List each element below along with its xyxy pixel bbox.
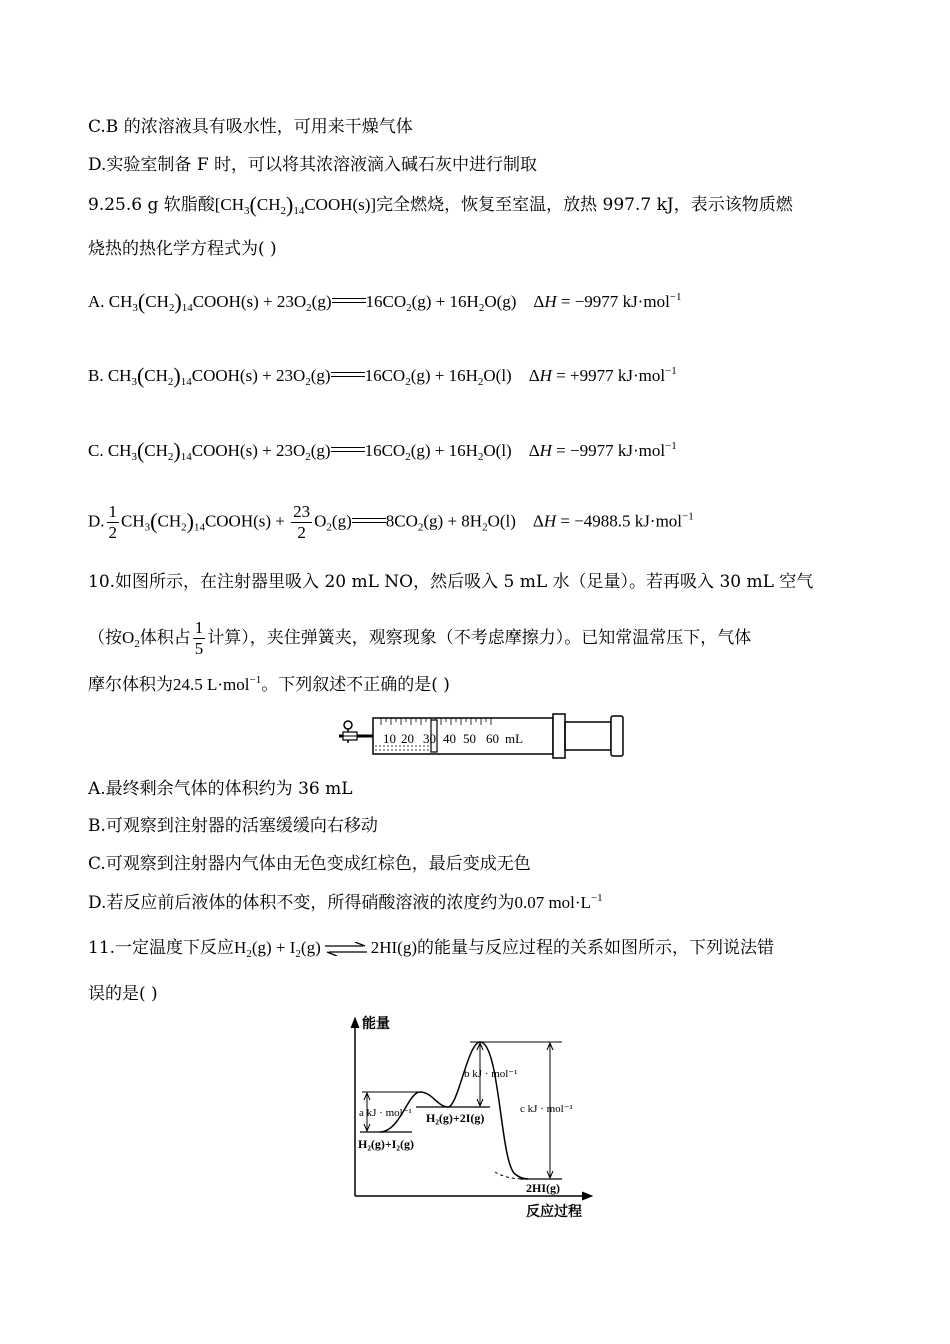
scale-label-10: 10 xyxy=(383,731,396,746)
q10-option-c: C.可观察到注射器内气体由无色变成红棕色，最后变成无色 xyxy=(88,854,531,874)
q10-molar-volume: 24.5 L·mol xyxy=(173,675,250,694)
q10-option-d: D.若反应前后液体的体积不变，所得硝酸溶液的浓度约为0.07 $mol\cdot L^{-1}$ xyxy=(88,892,603,913)
state-product: 2HI(g) xyxy=(526,1181,560,1195)
q10-option-a: A.最终剩余气体的体积约为 36 mL xyxy=(88,779,353,799)
q10-stem-line2-a: （按 xyxy=(88,628,122,648)
q10-option-d-text: D.若反应前后液体的体积不变，所得硝酸溶液的浓度约为 xyxy=(88,893,515,913)
q11-stem: 11.一定温度下反应$H_2(g) + I_2(g)$ 2HI(g)的能量与反应过程的关系如图所示，下列说法错 xyxy=(88,938,774,960)
label-a: a kJ · mol⁻¹ xyxy=(359,1107,412,1119)
x-axis-label: 反应过程 xyxy=(526,1205,582,1220)
scale-label-20: 20 xyxy=(401,731,414,746)
q9-dh-d: −4988.5 xyxy=(574,511,631,531)
scale-label-40: 40 xyxy=(443,731,456,746)
q8-option-c: C.B 的浓溶液具有吸水性，可用来干燥气体 xyxy=(88,117,413,137)
q10-stem-line3-a: 摩尔体积为 xyxy=(88,675,173,695)
state-intermediate: H₂(g)+2I(g) xyxy=(426,1111,485,1125)
label-b: b kJ · mol⁻¹ xyxy=(464,1068,518,1080)
scale-label-30: 30 xyxy=(423,731,436,746)
syringe-figure xyxy=(335,712,627,760)
q9-option-a: A. $CH_3(CH_2)_{14}COOH(s) + 23O_2(g) 16CO_2(g) + 16H_2O(g)$ ΔH = −9977 kJ·mol$^{-1}$ xyxy=(88,289,682,314)
q9-dh-a: −9977 xyxy=(574,292,619,311)
q10-stem-line2: （按$O_2$体积占 $\frac{1}{5}$ 计算），夹住弹簧夹，观察现象（不考虑摩擦力）。已知常温常压下，气体 xyxy=(88,618,752,658)
q9-stem-line2: 烧热的热化学方程式为( ) xyxy=(88,239,277,259)
q10-stem-line2-c: 计算），夹住弹簧夹，观察现象（不考虑摩擦力）。已知常温常压下，气体 xyxy=(207,628,752,648)
q11-stem-line2: 误的是( ) xyxy=(88,984,158,1004)
q9-stem-end: 完全燃烧，恢复至室温，放热 997.7 kJ，表示该物质燃 xyxy=(376,195,793,215)
q10-stem-line3-b: 。下列叙述不正确的是( ) xyxy=(261,675,450,695)
energy-diagram xyxy=(340,1012,610,1224)
scale-label-50: 50 xyxy=(463,731,476,746)
state-reactants: H₂(g)+I₂(g) xyxy=(358,1137,415,1151)
label-c: c kJ · mol⁻¹ xyxy=(520,1103,573,1115)
q10-stem-line1: 10.如图所示，在注射器里吸入 20 mL NO，然后吸入 5 mL 水（足量）。若再吸入 30 mL 空气 xyxy=(88,572,814,592)
q9-option-b: B. $CH_3(CH_2)_{14}COOH(s) + 23O_2(g) 16CO_2(g) + 16H_2O(l)$ ΔH = +9977 kJ·mol$^{-1}$ xyxy=(88,363,677,388)
q9-stem: 9.25.6 g 软脂酸$[CH_3(CH_2)_{14}COOH(s)]$完全燃烧，恢复至室温，放热 997.7 kJ，表示该物质燃 xyxy=(88,192,793,217)
q11-stem-end: 的能量与反应过程的关系如图所示，下列说法错 xyxy=(417,938,774,958)
q9-dh-b: +9977 xyxy=(570,366,614,385)
q9-option-c: C. $CH_3(CH_2)_{14}COOH(s) + 23O_2(g) 16CO_2(g) + 16H_2O(l)$ ΔH = −9977 kJ·mol$^{-1}$ xyxy=(88,438,677,463)
q11-stem-start: 11.一定温度下反应 xyxy=(88,938,235,958)
y-axis-label: 能量 xyxy=(362,1017,390,1032)
q9-option-d: D. $\frac{1}{2}$ $CH_3(CH_2)_{14}COOH(s)$ + $\frac{23}{2}$ $O_2(g) 8CO_2(g) + 8H_2O(l)$ ΔH = −4988.5 kJ·mol$^{-1}$ xyxy=(88,502,694,542)
scale-label-60: 60 xyxy=(486,731,499,746)
q10-option-d-val: 0.07 mol·L xyxy=(514,893,591,912)
q10-stem-line3: 摩尔体积为24.5 L·mol$^{-1}$。下列叙述不正确的是( ) xyxy=(88,674,450,695)
scale-label-unit: mL xyxy=(505,731,524,746)
q9-stem-start: 9.25.6 g 软脂酸 xyxy=(88,195,215,215)
q10-option-b: B.可观察到注射器的活塞缓缓向右移动 xyxy=(88,816,378,836)
q10-stem-line2-b: 体积占 xyxy=(139,628,191,648)
q8-option-d: D.实验室制备 F 时，可以将其浓溶液滴入碱石灰中进行制取 xyxy=(88,155,538,175)
q9-dh-c: −9977 xyxy=(570,441,614,460)
